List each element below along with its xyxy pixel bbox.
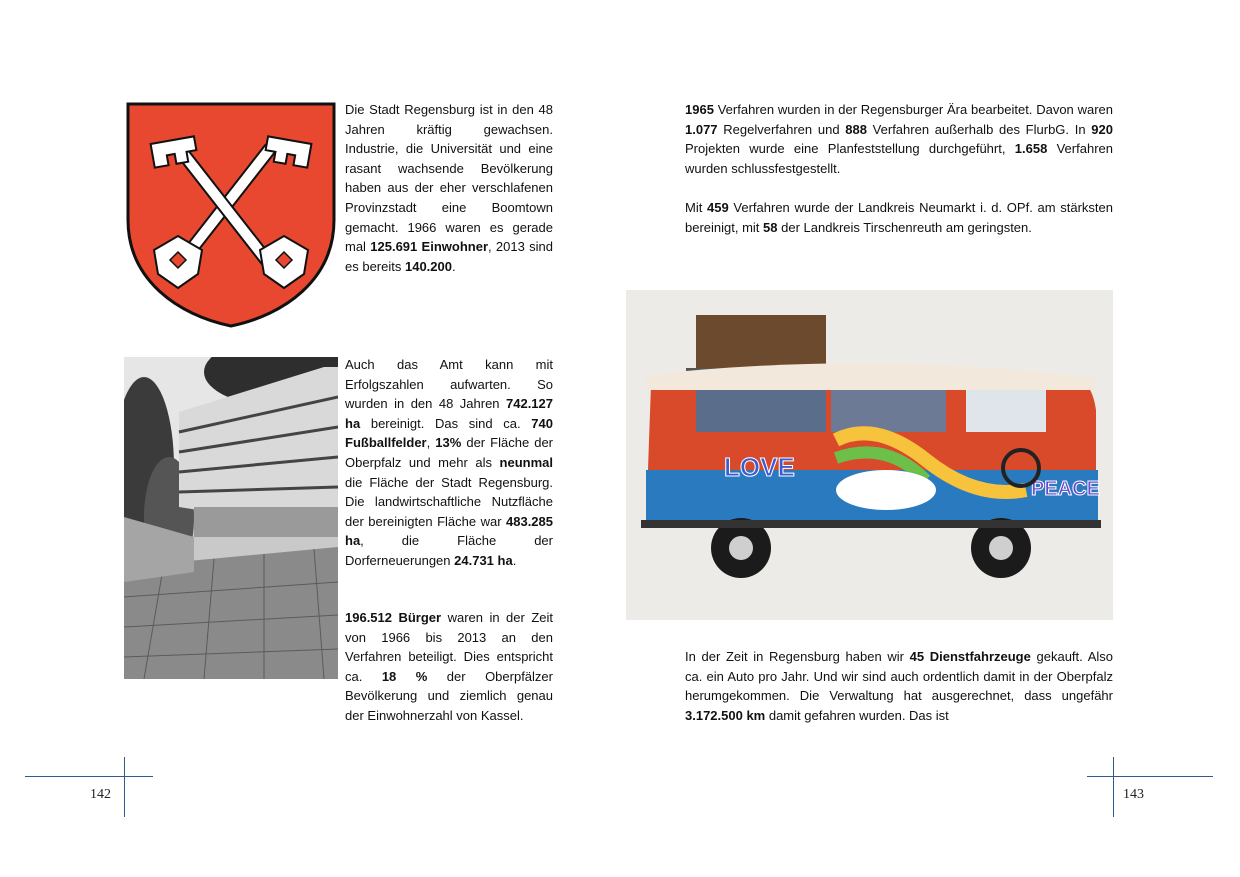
crop-mark-horizontal: [25, 776, 153, 777]
citizens-paragraph: 196.512 Bürger waren in der Zeit von 1966 bis 2013 an den Verfahren beteiligt. Dies entspricht ca. 18 % der Oberpfälzer Bevölkerung und ziemlich genau der Einwohnerzahl von Kassel.: [345, 610, 553, 723]
crop-mark-vertical: [1113, 757, 1114, 817]
love-text: LOVE: [724, 452, 795, 482]
right-page: [620, 0, 1240, 877]
population-paragraph: Die Stadt Regensburg ist in den 48 Jahren kräftig gewachsen. Industrie, die Universität und eine rasant wachsende Bevölkerung haben aus der eher verschlafenen Provinzstadt eine Boomtown gemacht. 1966 waren es gerade mal 125.691 Einwohner, 2013 sind es bereits 140.200.: [345, 102, 554, 274]
hippie-van-photo: [626, 290, 1113, 620]
procedures-paragraph: 1965 Verfahren wurden in der Regensburger Ära bearbeitet. Davon waren 1.077 Regelverfahren und 888 Verfahren außerhalb des FlurbG. In 920 Projekten wurde eine Planfeststellung durchgeführt, 1.658 Verfahren wurden schlussfestgestellt. Mit 459 Verfahren wurde der Landkreis Neumarkt i. d. OPf. am stärksten bereinigt, mit 58 der Landkreis Tirschenreuth am geringsten.: [685, 102, 1113, 235]
crop-mark-horizontal: [1087, 776, 1213, 777]
vehicles-paragraph: In der Zeit in Regensburg haben wir 45 Dienstfahrzeuge gekauft. Also ca. ein Auto pro Jahr. Und wir sind auch ordentlich damit in der Oberpfalz herumgekommen. Die Verwaltung hat ausgerechnet, dass ungefähr 3.172.500 km damit gefahren wurden. Das ist: [685, 649, 1113, 723]
page-number: 143: [1123, 787, 1144, 802]
crop-mark-vertical: [124, 757, 125, 817]
peace-text: PEACE: [1031, 478, 1100, 500]
page-number: 142: [90, 787, 111, 802]
success-figures-paragraph: Auch das Amt kann mit Erfolgszahlen aufwarten. So wurden in den 48 Jahren 742.127 ha bereinigt. Das sind ca. 740 Fußballfelder, 13% der Fläche der Oberpfalz und mehr als neunmal die Fläche der Stadt Regensburg. Die landwirtschaftliche Nutzfläche der bereinigten Fläche war 483.285 ha, die Fläche der Dorferneuerungen 24.731 ha.: [345, 357, 553, 568]
regensburg-coat-of-arms: [124, 100, 338, 328]
